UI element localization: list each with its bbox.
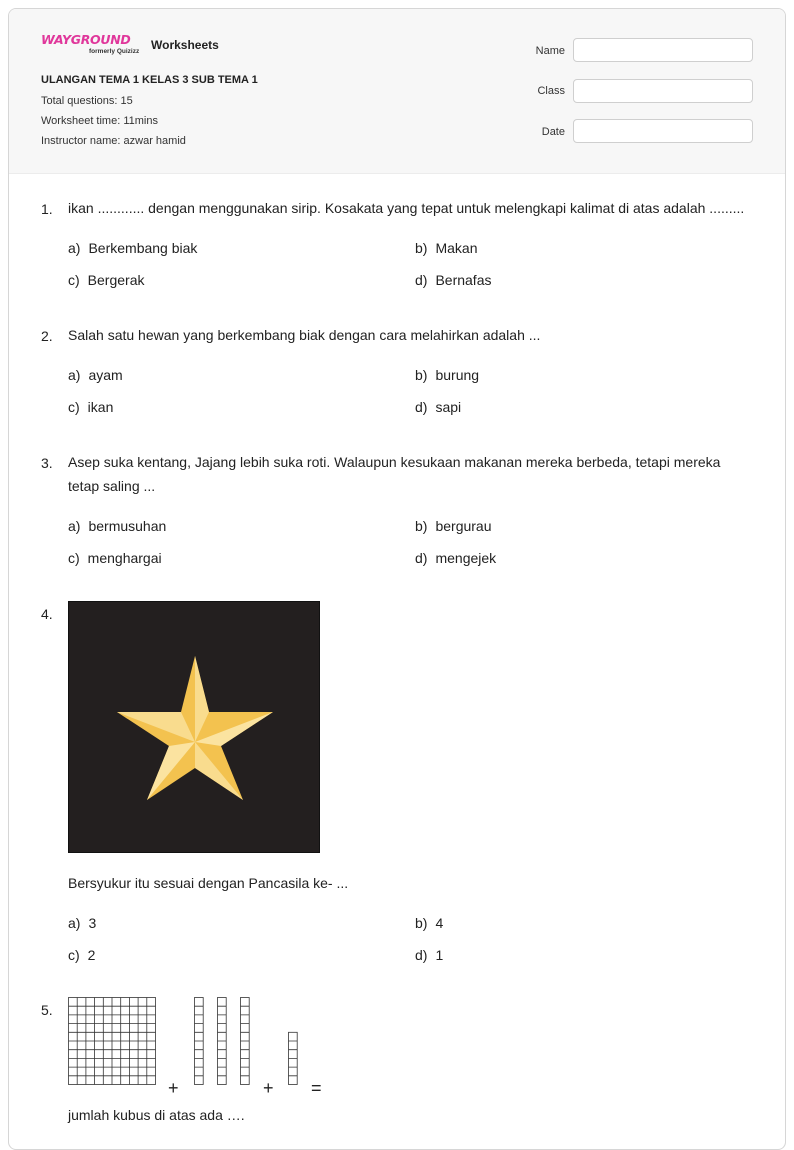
- option-letter: a): [68, 518, 81, 534]
- equals-sign: =: [311, 1078, 322, 1098]
- option-text: 4: [435, 915, 444, 931]
- worksheets-label: Worksheets: [151, 38, 219, 52]
- option-text: ayam: [88, 367, 123, 383]
- option-letter: a): [68, 367, 81, 383]
- option-text: 3: [88, 915, 97, 931]
- question-number: 3.: [41, 455, 53, 471]
- option-text: mengejek: [435, 550, 497, 566]
- option-d[interactable]: [415, 272, 492, 288]
- option-a[interactable]: [68, 518, 166, 534]
- unit-cubes-icon: [288, 997, 302, 1087]
- question-text: ikan ............ dengan menggunakan sirip. Kosakata yang tepat untuk melengkapi kalimat di atas adalah .........: [68, 200, 745, 216]
- option-a[interactable]: [68, 915, 96, 931]
- logo-subtitle: formerly Quizizz: [89, 48, 140, 55]
- option-letter: c): [68, 399, 80, 415]
- option-c[interactable]: [68, 550, 162, 566]
- option-letter: c): [68, 272, 80, 288]
- question-text: Salah satu hewan yang berkembang biak dengan cara melahirkan adalah ...: [68, 327, 541, 343]
- plus-sign: +: [263, 1078, 274, 1098]
- option-letter: b): [415, 915, 428, 931]
- option-b[interactable]: [415, 240, 477, 256]
- hundred-block-icon: [68, 997, 168, 1087]
- question-number: 5.: [41, 1002, 53, 1018]
- question-number: 4.: [41, 606, 53, 622]
- option-b[interactable]: [415, 518, 492, 534]
- option-text: 1: [435, 947, 444, 963]
- option-d[interactable]: [415, 399, 461, 415]
- plus-sign: +: [168, 1078, 179, 1098]
- option-text: Berkembang biak: [88, 240, 198, 256]
- option-a[interactable]: [68, 240, 197, 256]
- total-questions: Total questions: 15: [41, 95, 133, 107]
- ten-rods-icon: [194, 997, 264, 1087]
- option-d[interactable]: [415, 550, 496, 566]
- option-letter: b): [415, 240, 428, 256]
- option-text: Bergerak: [87, 272, 145, 288]
- option-text: burung: [435, 367, 480, 383]
- option-text: Bernafas: [435, 272, 492, 288]
- option-text: ikan: [87, 399, 114, 415]
- option-letter: d): [415, 947, 428, 963]
- option-letter: a): [68, 240, 81, 256]
- option-d[interactable]: [415, 947, 443, 963]
- option-letter: b): [415, 367, 428, 383]
- name-label: Name: [535, 45, 565, 57]
- option-text: bergurau: [435, 518, 492, 534]
- wayground-logo: [41, 32, 145, 58]
- date-field[interactable]: [573, 119, 753, 143]
- option-text: bermusuhan: [88, 518, 167, 534]
- question-number: 1.: [41, 201, 53, 217]
- option-letter: b): [415, 518, 428, 534]
- option-a[interactable]: [68, 367, 123, 383]
- option-letter: d): [415, 399, 428, 415]
- class-field[interactable]: [573, 79, 753, 103]
- option-text: Makan: [435, 240, 478, 256]
- option-text: menghargai: [87, 550, 162, 566]
- question-text: Asep suka kentang, Jajang lebih suka roti. Walaupun kesukaan makanan mereka berbeda, tetapi mereka tetap saling ...: [68, 454, 721, 494]
- option-b[interactable]: [415, 915, 443, 931]
- date-label: Date: [541, 126, 565, 138]
- name-field[interactable]: [573, 38, 753, 62]
- worksheet-title: ULANGAN TEMA 1 KELAS 3 SUB TEMA 1: [41, 74, 258, 86]
- question-text: Bersyukur itu sesuai dengan Pancasila ke- ...: [68, 875, 349, 891]
- option-letter: a): [68, 915, 81, 931]
- option-text: sapi: [435, 399, 462, 415]
- worksheet-time: Worksheet time: 11mins: [41, 115, 158, 127]
- worksheet-header: [9, 9, 785, 174]
- star-icon: [69, 602, 319, 852]
- logo-wordmark: WAYGROUND: [41, 32, 131, 47]
- star-image: [68, 601, 320, 853]
- class-label: Class: [537, 85, 565, 97]
- option-letter: c): [68, 947, 80, 963]
- worksheet-page: [8, 8, 786, 1150]
- question-text: jumlah kubus di atas ada ….: [68, 1107, 245, 1123]
- option-c[interactable]: [68, 947, 95, 963]
- option-c[interactable]: [68, 399, 113, 415]
- option-letter: d): [415, 272, 428, 288]
- option-letter: d): [415, 550, 428, 566]
- option-text: 2: [87, 947, 96, 963]
- option-b[interactable]: [415, 367, 479, 383]
- question-number: 2.: [41, 328, 53, 344]
- option-c[interactable]: [68, 272, 144, 288]
- instructor-name: Instructor name: azwar hamid: [41, 135, 186, 147]
- option-letter: c): [68, 550, 80, 566]
